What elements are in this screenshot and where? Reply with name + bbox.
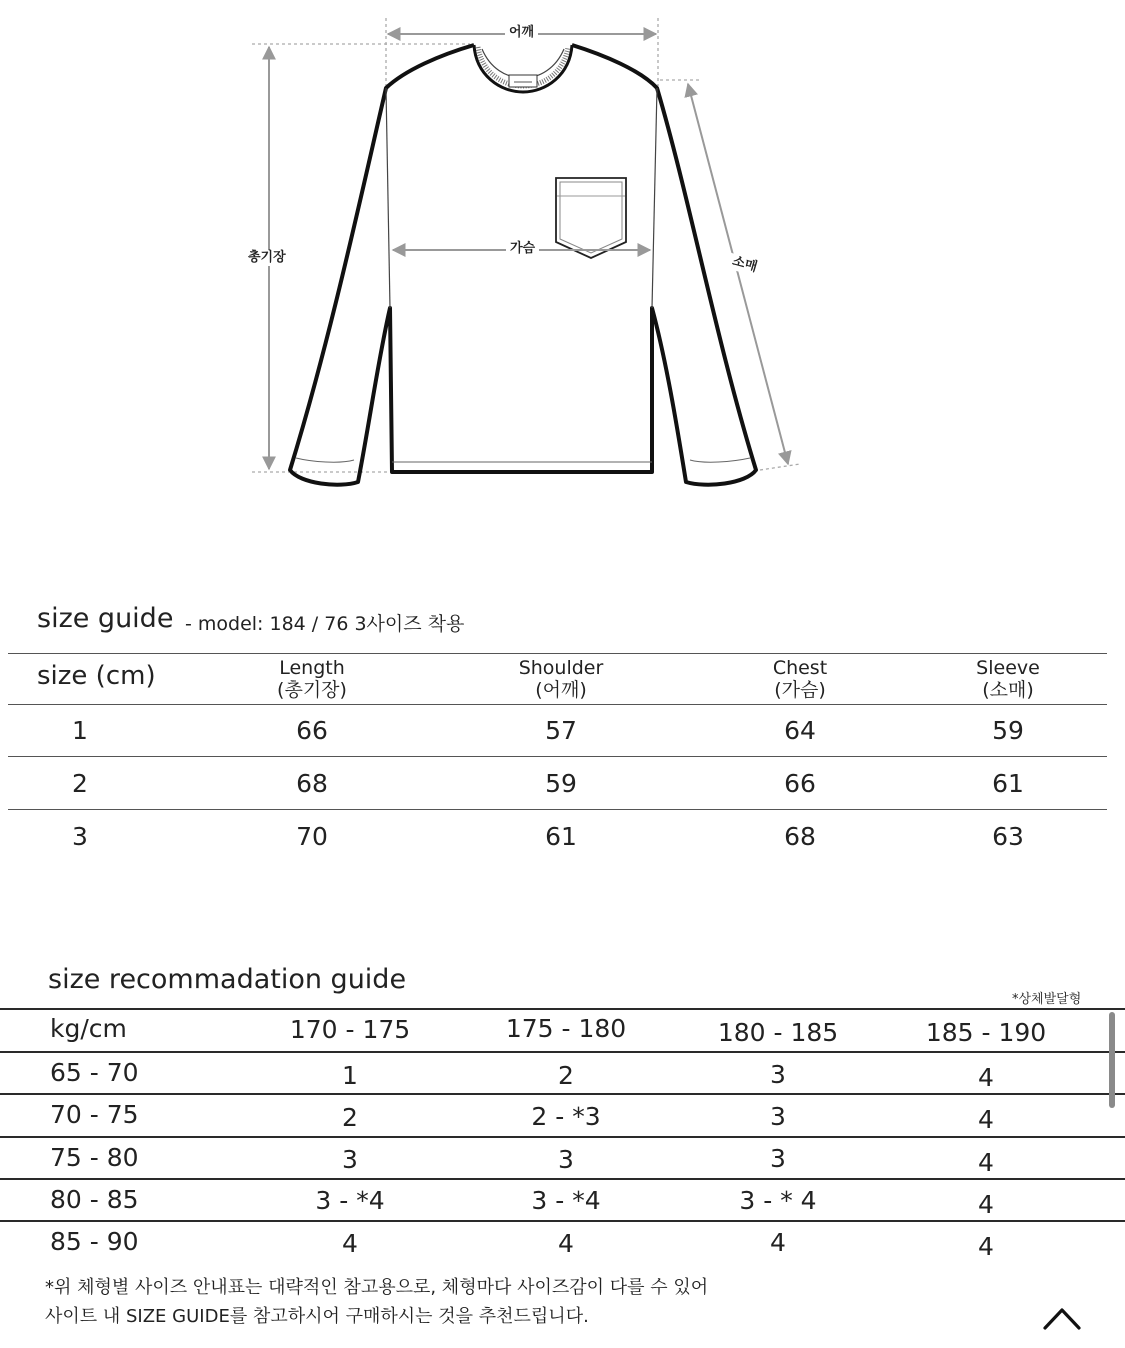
model-note: - model: 184 / 76 3사이즈 착용 [185,613,465,635]
recommendation-title: size recommadation guide [48,964,407,995]
rec-table-weight: 65 - 70 [50,1058,139,1087]
sleeve-label: 소매 [726,253,762,278]
rec-table-rule [0,1051,1125,1053]
rec-table-weight: 80 - 85 [50,1185,139,1214]
rec-table-weight: 70 - 75 [50,1100,139,1129]
rec-table-cell: 2 [558,1061,574,1090]
size-table-header-length [252,657,372,701]
scrollbar-thumb[interactable] [1109,1012,1115,1108]
rec-table-cell: 2 [342,1103,358,1132]
header-ko: (가슴) [774,679,826,701]
size-table-header-shoulder [501,657,621,701]
shirt-outline [290,45,756,485]
chest-label: 가슴 [506,241,539,257]
rec-table-rule [0,1008,1125,1010]
rec-table-cell: 4 [558,1229,574,1258]
header-ko: (어깨) [535,679,587,701]
size-table-cell: 66 [784,769,816,798]
size-table-cell: 59 [992,716,1024,745]
size-table-row-rule [8,809,1107,810]
rec-table-header-height: 175 - 180 [505,1014,627,1043]
rec-table-cell: 3 [770,1102,786,1131]
size-table-cell: 57 [545,716,577,745]
rec-table-header-height: 170 - 175 [289,1015,411,1044]
size-table-cell: 61 [545,822,577,851]
size-table-cell: 68 [784,822,816,851]
size-table-cell: 66 [296,716,328,745]
size-table-cell: 63 [992,822,1024,851]
rec-table-cell: 4 [770,1228,786,1257]
size-guide-title: size guide [37,603,174,634]
rec-table-weight: 85 - 90 [50,1227,139,1256]
size-table-cell: 68 [296,769,328,798]
rec-table-cell: 4 [978,1232,994,1261]
size-table-header-rule [8,704,1107,705]
rec-table-header-weight: kg/cm [50,1014,127,1043]
size-table-cell-size: 2 [72,769,88,798]
rec-table-cell: 3 [770,1144,786,1173]
header-en: Chest [772,657,828,679]
size-table-cell-size: 1 [72,716,88,745]
rec-table-cell: 4 [978,1105,994,1134]
upper-body-note: *상체발달형 [1012,992,1082,1007]
size-table-cell: 61 [992,769,1024,798]
rec-table-header-height: 180 - 185 [717,1018,839,1047]
rec-table-cell: 4 [342,1229,358,1258]
rec-table-cell: 4 [978,1063,994,1092]
rec-table-cell: 2 - *3 [531,1102,601,1131]
size-table-header-sleeve [948,657,1068,701]
rec-table-cell: 1 [342,1061,358,1090]
size-table-header-size: size (cm) [37,661,156,691]
footnote-line-2: 사이트 내 SIZE GUIDE를 참고하시어 구매하시는 것을 추천드립니다. [45,1306,589,1327]
chevron-up-icon[interactable] [1040,1300,1084,1334]
header-en: Shoulder [518,657,604,679]
rec-table-rule [0,1136,1125,1138]
rec-table-cell: 4 [978,1148,994,1177]
rec-table-rule [0,1178,1125,1180]
header-ko: (총기장) [277,679,347,701]
rec-table-cell: 3 - *4 [315,1186,385,1215]
garment-diagram [0,0,1125,520]
rec-table-rule [0,1220,1125,1222]
size-table-header-chest [740,657,860,701]
length-label: 총기장 [244,250,290,266]
rec-table-cell: 3 [342,1145,358,1174]
size-table-cell: 70 [296,822,328,851]
rec-table-rule [0,1093,1125,1095]
header-ko: (소매) [982,679,1034,701]
rec-table-cell: 3 [770,1060,786,1089]
rec-table-cell: 3 [558,1145,574,1174]
footnote-line-1: *위 체형별 사이즈 안내표는 대략적인 참고용으로, 체형마다 사이즈감이 다를 수 있어 [45,1277,709,1298]
size-table-cell: 59 [545,769,577,798]
size-table-cell: 64 [784,716,816,745]
size-table-cell-size: 3 [72,822,88,851]
rec-table-weight: 75 - 80 [50,1143,139,1172]
rec-table-header-height: 185 - 190 [925,1018,1047,1047]
header-en: Length [279,657,345,679]
rec-table-cell: 3 - * 4 [739,1186,817,1215]
size-table-top-rule [8,653,1107,654]
header-en: Sleeve [976,657,1040,679]
shoulder-label: 어깨 [505,25,538,41]
size-table-row-rule [8,756,1107,757]
rec-table-cell: 3 - *4 [531,1186,601,1215]
rec-table-cell: 4 [978,1190,994,1219]
